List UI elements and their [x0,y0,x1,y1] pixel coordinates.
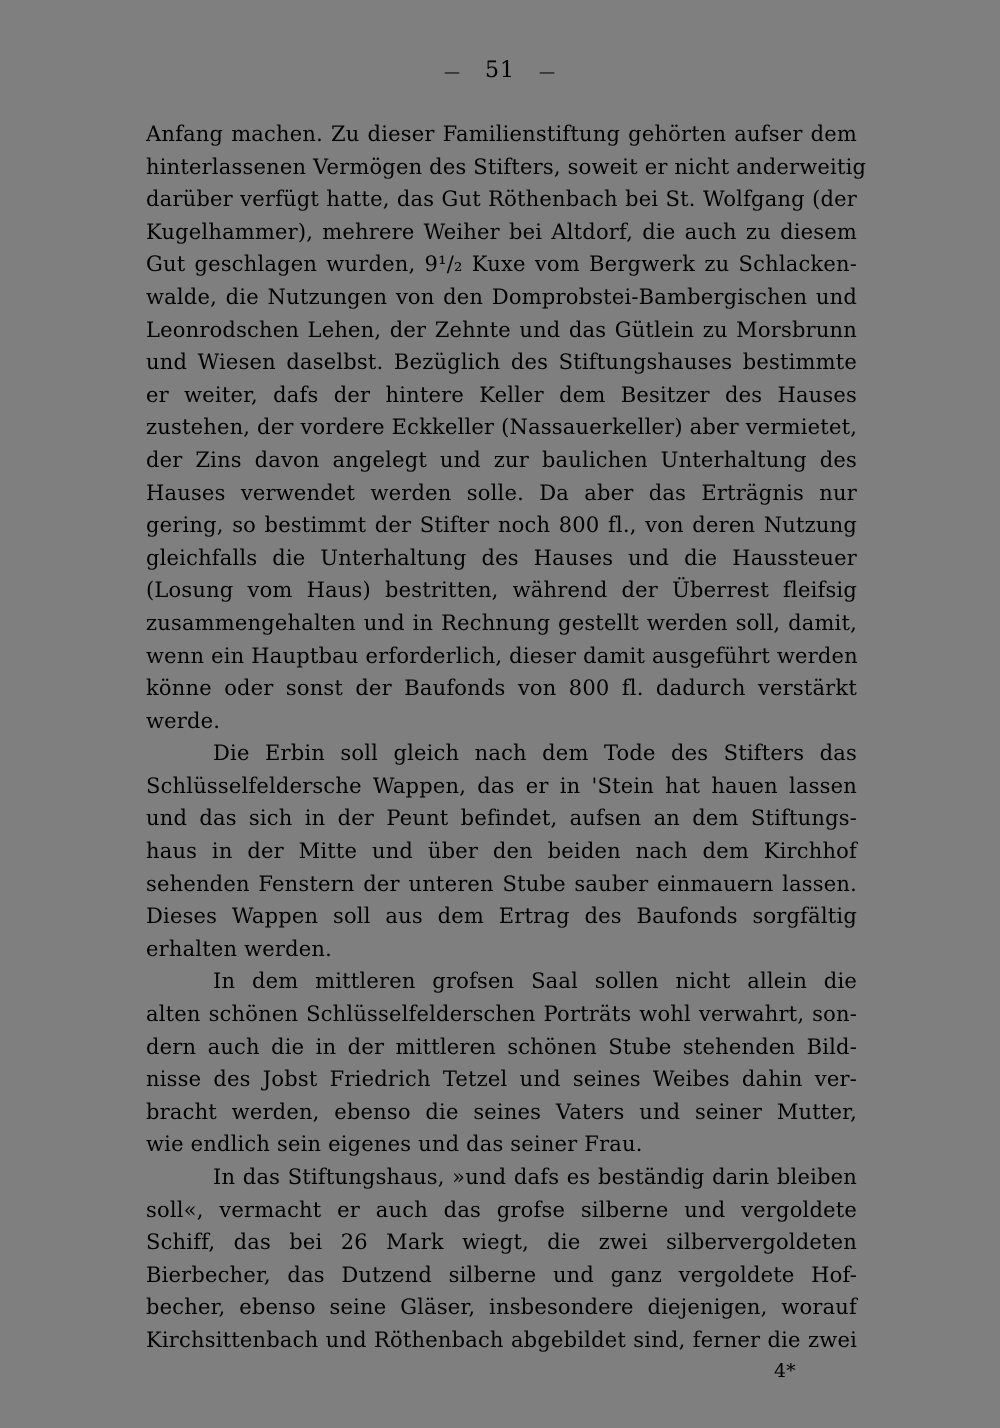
text-line: becher, ebenso seine Gläser, insbesondere diejenigen, worauf [146,1295,857,1320]
text-line: wie endlich sein eigenes und das seiner Frau. [146,1132,643,1157]
text-line: (Losung vom Haus) bestritten, während der Überrest fleifsig [146,578,857,603]
text-line: Anfang machen. Zu dieser Familienstiftung gehörten aufser dem [146,122,857,146]
text-line: und das sich in der Peunt befindet, aufsen an dem Stiftungs- [146,806,857,831]
body-text [146,118,867,1357]
text-line: gering, so bestimmt der Stifter noch 800 fl., von deren Nutzung [146,513,857,538]
text-line: erhalten werden. [146,936,333,961]
text-line: Gut geschlagen wurden, 9¹/₂ Kuxe vom Bergwerk zu Schlacken- [146,252,857,277]
text-line: gleichfalls die Unterhaltung des Hauses und die Haussteuer [146,545,857,570]
text-line: und Wiesen daselbst. Bezüglich des Stiftungshauses bestimmte [146,350,857,375]
text-line: alten schönen Schlüsselfelderschen Porträts wohl verwahrt, son- [146,1002,857,1027]
text-line: zustehen, der vordere Eckkeller (Nassauerkeller) aber vermietet, [146,415,858,440]
text-line: In dem mittleren grofsen Saal sollen nicht allein die [213,969,857,994]
page-header [0,58,1000,83]
header-dash-right: — [539,61,556,81]
text-line: zusammengehalten und in Rechnung gestellt werden soll, damit, [146,610,857,635]
text-line: Schiff, das bei 26 Mark wiegt, die zwei silbervergoldeten [146,1230,857,1255]
text-line: Hauses verwendet werden solle. Da aber das Erträgnis nur [146,480,857,505]
text-line: walde, die Nutzungen von den Domprobstei-Bambergischen und [146,284,857,309]
text-line: Bierbecher, das Dutzend silberne und ganz vergoldete Hof- [146,1262,857,1287]
text-line: darüber verfügt hatte, das Gut Röthenbach bei St. Wolfgang (der [146,187,857,212]
page-number: 51 [485,58,515,83]
text-line: Die Erbin soll gleich nach dem Tode des Stifters das [213,741,857,766]
text-line: Kirchsittenbach und Röthenbach abgebildet sind, ferner die zwei [146,1327,857,1352]
text-line: werde. [146,708,221,733]
text-line: Dieses Wappen soll aus dem Ertrag des Baufonds sorgfältig [146,904,857,929]
text-line: er weiter, dafs der hintere Keller dem Besitzer des Hauses [146,382,857,407]
text-line: könne oder sonst der Baufonds von 800 fl. dadurch verstärkt [146,676,857,701]
text-line: dern auch die in der mittleren schönen Stube stehenden Bild- [146,1034,857,1059]
text-line: haus in der Mitte und über den beiden nach dem Kirchhof [146,839,857,864]
text-line: bracht werden, ebenso die seines Vaters und seiner Mutter, [146,1099,857,1124]
text-line: soll«, vermacht er auch das grofse silberne und vergoldete [146,1197,857,1222]
text-line: wenn ein Hauptbau erforderlich, dieser damit ausgeführt werden [146,643,858,668]
text-line: Kugelhammer), mehrere Weiher bei Altdorf, die auch zu diesem [146,219,857,244]
header-dash-left: — [444,61,461,81]
text-line: In das Stiftungshaus, »und dafs es beständig darin bleiben [213,1165,857,1189]
text-line: hinterlassenen Vermögen des Stifters, soweit er nicht anderweitig [146,154,867,179]
text-line: der Zins davon angelegt und zur baulichen Unterhaltung des [146,447,857,472]
signature-mark: 4* [774,1360,796,1382]
text-line: sehenden Fenstern der unteren Stube sauber einmauern lassen. [146,871,857,896]
text-line: nisse des Jobst Friedrich Tetzel und seines Weibes dahin ver- [146,1067,857,1092]
text-line: Schlüsselfeldersche Wappen, das er in 'Stein hat hauen lassen [146,773,857,798]
text-line: Leonrodschen Lehen, der Zehnte und das Gütlein zu Morsbrunn [146,317,857,342]
